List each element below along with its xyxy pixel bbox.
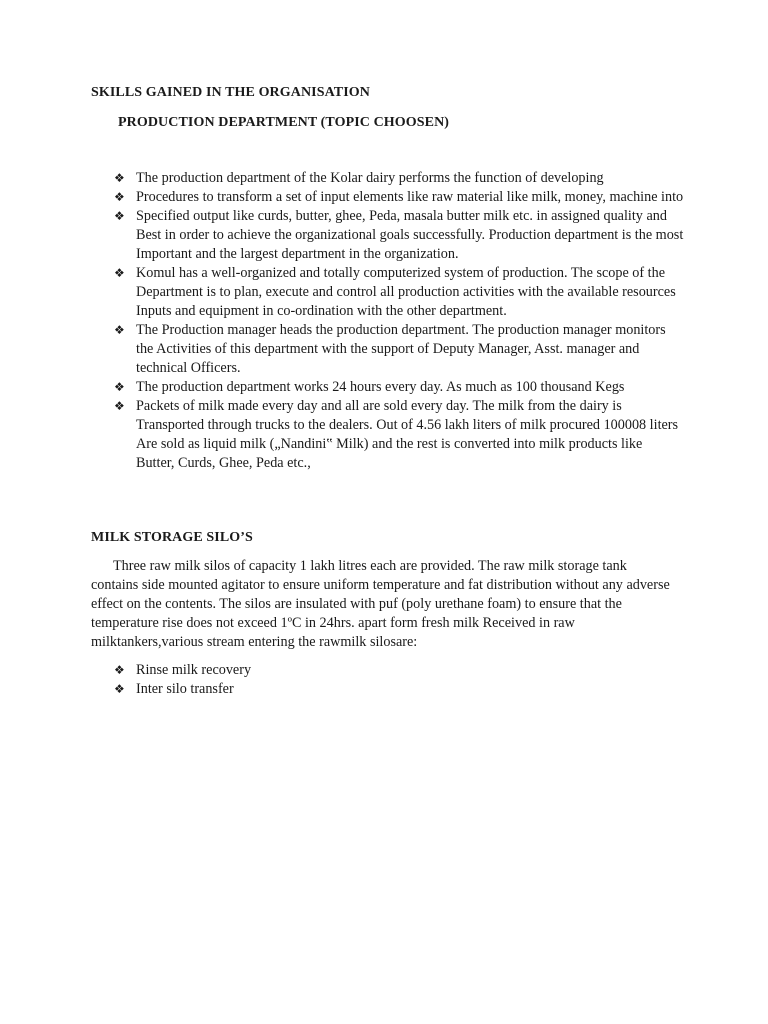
production-bullet-list bbox=[114, 169, 684, 473]
list-item bbox=[114, 264, 684, 321]
list-item bbox=[114, 321, 684, 378]
diamond-bullet-icon: ❖ bbox=[114, 323, 125, 337]
list-item-text: The Production manager heads the production department. The production manager monitors the Activities of this department with the support of Deputy Manager, Asst. manager and technical Officers. bbox=[136, 322, 666, 376]
list-item-text: Komul has a well-organized and totally computerized system of production. The scope of the Department is to plan, execute and control all production activities with the available resources Inputs and equipment in co-ordination with the other department. bbox=[136, 265, 676, 319]
diamond-bullet-icon: ❖ bbox=[114, 682, 125, 696]
list-item-text: Procedures to transform a set of input elements like raw material like milk, money, machine into bbox=[136, 189, 684, 205]
silo-bullet-list bbox=[114, 661, 674, 699]
list-item bbox=[114, 188, 684, 207]
diamond-bullet-icon: ❖ bbox=[114, 266, 125, 280]
diamond-bullet-icon: ❖ bbox=[114, 399, 125, 413]
list-item bbox=[114, 397, 684, 473]
diamond-bullet-icon: ❖ bbox=[114, 190, 125, 204]
diamond-bullet-icon: ❖ bbox=[114, 209, 125, 223]
list-item bbox=[114, 378, 684, 397]
list-item-text: Rinse milk recovery bbox=[136, 662, 252, 678]
diamond-bullet-icon: ❖ bbox=[114, 171, 125, 185]
list-item bbox=[114, 661, 674, 680]
section-heading-skills: SKILLS GAINED IN THE ORGANISATION bbox=[91, 85, 370, 100]
subheading-production-department: PRODUCTION DEPARTMENT (TOPIC CHOOSEN) bbox=[118, 115, 450, 130]
section-heading-milk-storage-silos: MILK STORAGE SILO’S bbox=[91, 530, 253, 545]
list-item-text: Inter silo transfer bbox=[136, 681, 234, 697]
list-item-text: The production department works 24 hours every day. As much as 100 thousand Kegs bbox=[136, 379, 625, 395]
list-item-text: Specified output like curds, butter, ghee, Peda, masala butter milk etc. in assigned quality and Best in order to achieve the organizational goals successfully. Production department is the most Important and the largest department in the organization. bbox=[136, 208, 684, 262]
diamond-bullet-icon: ❖ bbox=[114, 380, 125, 394]
silo-paragraph: Three raw milk silos of capacity 1 lakh litres each are provided. The raw milk storage tank contains side mounted agitator to ensure uniform temperature and fat distribution without any adverse effect on the contents. The silos are insulated with puf (poly urethane foam) to ensure that the temperature rise does not exceed 1ºC in 24hrs. apart form fresh milk Received in raw milktankers,various stream entering the rawmilk silosare: bbox=[91, 558, 670, 650]
list-item-text: Packets of milk made every day and all are sold every day. The milk from the dairy is Transported through trucks to the dealers. Out of 4.56 lakh liters of milk procured 100008 liters Are sold as liquid milk („Nandini‟ Milk) and the rest is converted into milk products like Butter, Curds, Ghee, Peda etc., bbox=[136, 398, 679, 471]
list-item bbox=[114, 169, 684, 188]
diamond-bullet-icon: ❖ bbox=[114, 663, 125, 677]
list-item bbox=[114, 207, 684, 264]
list-item bbox=[114, 680, 674, 699]
list-item-text: The production department of the Kolar dairy performs the function of developing bbox=[136, 170, 604, 186]
